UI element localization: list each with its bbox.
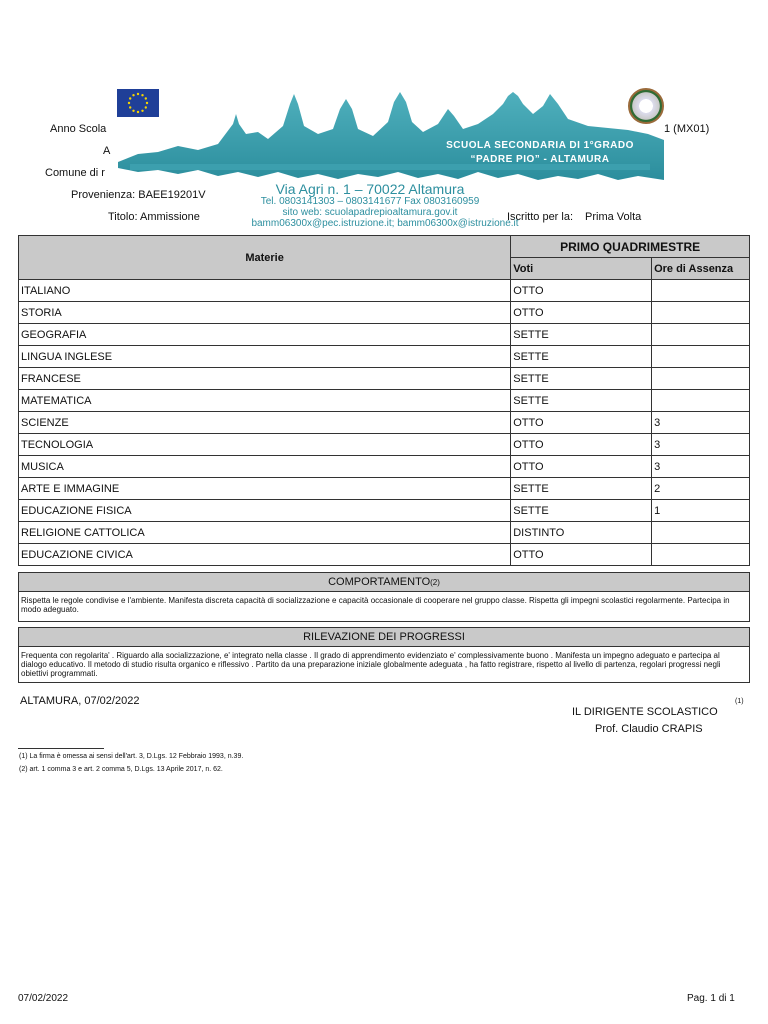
table-row bbox=[19, 544, 750, 566]
school-website: sito web: scuolapadrepioaltamura.gov.it bbox=[282, 207, 458, 218]
table-row bbox=[19, 478, 750, 500]
footer-date: 07/02/2022 bbox=[18, 993, 69, 1004]
absence-cell: 3 bbox=[652, 456, 750, 478]
provenienza: Provenienza: BAEE19201V bbox=[71, 189, 206, 201]
grade-cell: SETTE bbox=[511, 324, 652, 346]
table-row bbox=[19, 302, 750, 324]
comportamento-title-text: COMPORTAMENTO bbox=[328, 576, 431, 588]
comportamento-title bbox=[19, 573, 749, 592]
absence-cell bbox=[652, 368, 750, 390]
school-address: Via Agri n. 1 – 70022 Altamura bbox=[275, 181, 465, 197]
voti-header: Voti bbox=[511, 258, 652, 280]
signature-note-ref: (1) bbox=[735, 698, 744, 705]
school-banner bbox=[118, 84, 664, 194]
period-header: PRIMO QUADRIMESTRE bbox=[511, 236, 750, 258]
absence-cell: 3 bbox=[652, 412, 750, 434]
subject-cell: GEOGRAFIA bbox=[19, 324, 511, 346]
subject-cell: FRANCESE bbox=[19, 368, 511, 390]
absence-cell bbox=[652, 324, 750, 346]
absence-cell bbox=[652, 544, 750, 566]
grade-cell: OTTO bbox=[511, 456, 652, 478]
absence-cell bbox=[652, 280, 750, 302]
titolo: Titolo: Ammissione bbox=[108, 211, 200, 223]
comportamento-box bbox=[18, 572, 750, 622]
iscritto-label: Iscritto per la: bbox=[507, 211, 574, 223]
absence-cell bbox=[652, 302, 750, 324]
absence-cell bbox=[652, 346, 750, 368]
grade-cell: OTTO bbox=[511, 280, 652, 302]
subject-cell: ARTE E IMMAGINE bbox=[19, 478, 511, 500]
table-row bbox=[19, 434, 750, 456]
subject-cell: MATEMATICA bbox=[19, 390, 511, 412]
table-row bbox=[19, 324, 750, 346]
place-date: ALTAMURA, 07/02/2022 bbox=[20, 695, 140, 707]
footnote-2: (2) art. 1 comma 3 e art. 2 comma 5, D.Lgs. 13 Aprile 2017, n. 62. bbox=[19, 766, 223, 773]
school-name-line1: SCUOLA SECONDARIA DI 1°GRADO bbox=[446, 140, 634, 151]
grade-cell: OTTO bbox=[511, 544, 652, 566]
subject-cell: ITALIANO bbox=[19, 280, 511, 302]
progressi-box bbox=[18, 627, 750, 683]
grade-cell: SETTE bbox=[511, 500, 652, 522]
table-row bbox=[19, 368, 750, 390]
subject-cell: EDUCAZIONE CIVICA bbox=[19, 544, 511, 566]
table-row bbox=[19, 456, 750, 478]
progressi-title: RILEVAZIONE DEI PROGRESSI bbox=[19, 628, 749, 647]
absence-cell bbox=[652, 522, 750, 544]
table-row bbox=[19, 280, 750, 302]
materie-header: Materie bbox=[19, 236, 511, 280]
subject-cell: MUSICA bbox=[19, 456, 511, 478]
grade-cell: OTTO bbox=[511, 434, 652, 456]
table-row bbox=[19, 390, 750, 412]
footnote-1: (1) La firma è omessa ai sensi dell'art. 3, D.Lgs. 12 Febbraio 1993, n.39. bbox=[19, 753, 244, 760]
table-row bbox=[19, 346, 750, 368]
grade-cell: OTTO bbox=[511, 302, 652, 324]
comportamento-note-ref: (2) bbox=[430, 578, 440, 587]
grades-table bbox=[18, 235, 750, 566]
line2-fragment: A bbox=[103, 145, 111, 157]
subject-cell: STORIA bbox=[19, 302, 511, 324]
grade-cell: OTTO bbox=[511, 412, 652, 434]
absence-cell: 2 bbox=[652, 478, 750, 500]
dirigente-role: IL DIRIGENTE SCOLASTICO bbox=[572, 706, 718, 718]
absence-cell bbox=[652, 390, 750, 412]
comune-label: Comune di r bbox=[45, 167, 105, 179]
grade-cell: SETTE bbox=[511, 368, 652, 390]
grade-cell: DISTINTO bbox=[511, 522, 652, 544]
subject-cell: EDUCAZIONE FISICA bbox=[19, 500, 511, 522]
dirigente-name: Prof. Claudio CRAPIS bbox=[595, 723, 703, 735]
school-name-line2: “PADRE PIO” - ALTAMURA bbox=[470, 154, 610, 165]
subject-cell: TECNOLOGIA bbox=[19, 434, 511, 456]
iscritto-value: Prima Volta bbox=[585, 211, 642, 223]
absence-cell: 3 bbox=[652, 434, 750, 456]
comportamento-text: Rispetta le regole condivise e l'ambiente. Manifesta discreta capacità di socializzazione e capacità occasionale di cooperare nel gruppo classe. Rispetta gli impegni scolastici regolarmente. Partecipa in modo adeguato. bbox=[21, 596, 730, 614]
grade-cell: SETTE bbox=[511, 346, 652, 368]
school-emails: bamm06300x@pec.istruzione.it; bamm06300x@istruzione.it bbox=[251, 218, 519, 229]
grade-cell: SETTE bbox=[511, 478, 652, 500]
table-row bbox=[19, 500, 750, 522]
table-row bbox=[19, 522, 750, 544]
subject-cell: LINGUA INGLESE bbox=[19, 346, 511, 368]
assenze-header: Ore di Assenza bbox=[652, 258, 750, 280]
progressi-text: Frequenta con regolarita' . Riguardo alla socializzazione, e' integrato nella classe . Il grado di apprendimento evidenziato e' complessivamente buono . Manifesta un impegno adeguato e partecipa al dialogo educativo. Il metodo di studio risulta organico e riflessivo . Partito da una preparazione iniziale globalmente adeguata , ha fatto registrare, rispetto al livello di partenza, regolari progressi negli obiettivi programmati. bbox=[21, 651, 721, 678]
class-code: 1 (MX01) bbox=[664, 123, 710, 135]
school-phone: Tel. 0803141303 – 0803141677 Fax 0803160959 bbox=[260, 196, 480, 207]
anno-scolastico-label: Anno Scola bbox=[50, 123, 107, 135]
subject-cell: SCIENZE bbox=[19, 412, 511, 434]
subject-cell: RELIGIONE CATTOLICA bbox=[19, 522, 511, 544]
footnote-divider bbox=[18, 748, 104, 749]
footer-page: Pag. 1 di 1 bbox=[687, 993, 735, 1004]
table-row bbox=[19, 412, 750, 434]
absence-cell: 1 bbox=[652, 500, 750, 522]
grade-cell: SETTE bbox=[511, 390, 652, 412]
